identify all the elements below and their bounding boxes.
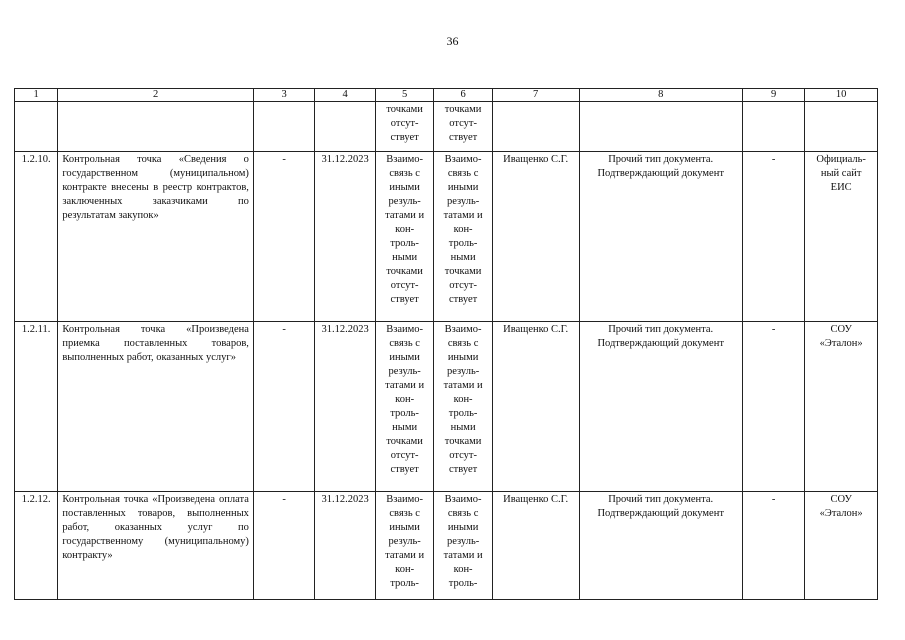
document-type: Прочий тип документа. Подтверждающий документ: [579, 152, 742, 322]
relation-cell-col6: Взаимо- связь с иными резуль- татами и кон- троль- ными точками отсут- ствует: [434, 322, 492, 492]
info-source: Официаль-ный сайт ЕИС: [805, 152, 878, 322]
row-number: 1.2.11.: [15, 322, 58, 492]
header-cell: 9: [742, 89, 805, 102]
row-number: 1.2.10.: [15, 152, 58, 322]
relation-cell-col6: точками отсут- ствует: [434, 102, 492, 152]
relation-cell-col6: Взаимо- связь с иными резуль- татами и кон- троль-: [434, 492, 492, 600]
row-number: 1.2.12.: [15, 492, 58, 600]
responsible-person: Иващенко С.Г.: [492, 322, 579, 492]
header-row: [15, 89, 878, 102]
header-cell: 1: [15, 89, 58, 102]
control-point-name: Контрольная точка «Сведения о государственном (муниципальном) контракте внесены в реестр контрактов, заключенных заказчиками по результатам закупок»: [58, 152, 254, 322]
relation-cell-col5: Взаимо- связь с иными резуль- татами и кон- троль- ными точками отсут- ствует: [375, 322, 433, 492]
info-source: СОУ «Эталон»: [805, 492, 878, 600]
relation-cell-col6: Взаимо- связь с иными резуль- татами и кон- троль- ными точками отсут- ствует: [434, 152, 492, 322]
info-source: СОУ «Эталон»: [805, 322, 878, 492]
col9-value: -: [742, 322, 805, 492]
control-points-table: [14, 88, 878, 600]
header-cell: 3: [253, 89, 314, 102]
page-number: 36: [446, 34, 459, 48]
due-date: 31.12.2023: [315, 152, 375, 322]
col9-value: -: [742, 492, 805, 600]
due-date: 31.12.2023: [315, 492, 375, 600]
control-point-name: Контрольная точка «Произведена оплата поставленных товаров, выполненных работ, оказанных услуг по государственному (муниципальному) контракту»: [58, 492, 254, 600]
document-type: Прочий тип документа. Подтверждающий документ: [579, 492, 742, 600]
due-date: 31.12.2023: [315, 322, 375, 492]
responsible-person: Иващенко С.Г.: [492, 492, 579, 600]
header-cell: 6: [434, 89, 492, 102]
header-cell: 2: [58, 89, 254, 102]
header-cell: 5: [375, 89, 433, 102]
header-cell: 8: [579, 89, 742, 102]
document-type: Прочий тип документа. Подтверждающий документ: [579, 322, 742, 492]
continuation-row: [15, 102, 878, 152]
relation-cell-col5: Взаимо- связь с иными резуль- татами и кон- троль-: [375, 492, 433, 600]
control-point-name: Контрольная точка «Произведена приемка поставленных товаров, выполненных работ, оказанных услуг»: [58, 322, 254, 492]
table-row: [15, 322, 878, 492]
relation-cell-col5: Взаимо- связь с иными резуль- татами и кон- троль- ными точками отсут- ствует: [375, 152, 433, 322]
relation-cell-col5: точками отсут- ствует: [375, 102, 433, 152]
header-cell: 4: [315, 89, 375, 102]
responsible-person: Иващенко С.Г.: [492, 152, 579, 322]
col9-value: -: [742, 152, 805, 322]
table-row: [15, 152, 878, 322]
col3-value: -: [253, 322, 314, 492]
col3-value: -: [253, 152, 314, 322]
col3-value: -: [253, 492, 314, 600]
table-row: [15, 492, 878, 600]
header-cell: 7: [492, 89, 579, 102]
header-cell: 10: [805, 89, 878, 102]
